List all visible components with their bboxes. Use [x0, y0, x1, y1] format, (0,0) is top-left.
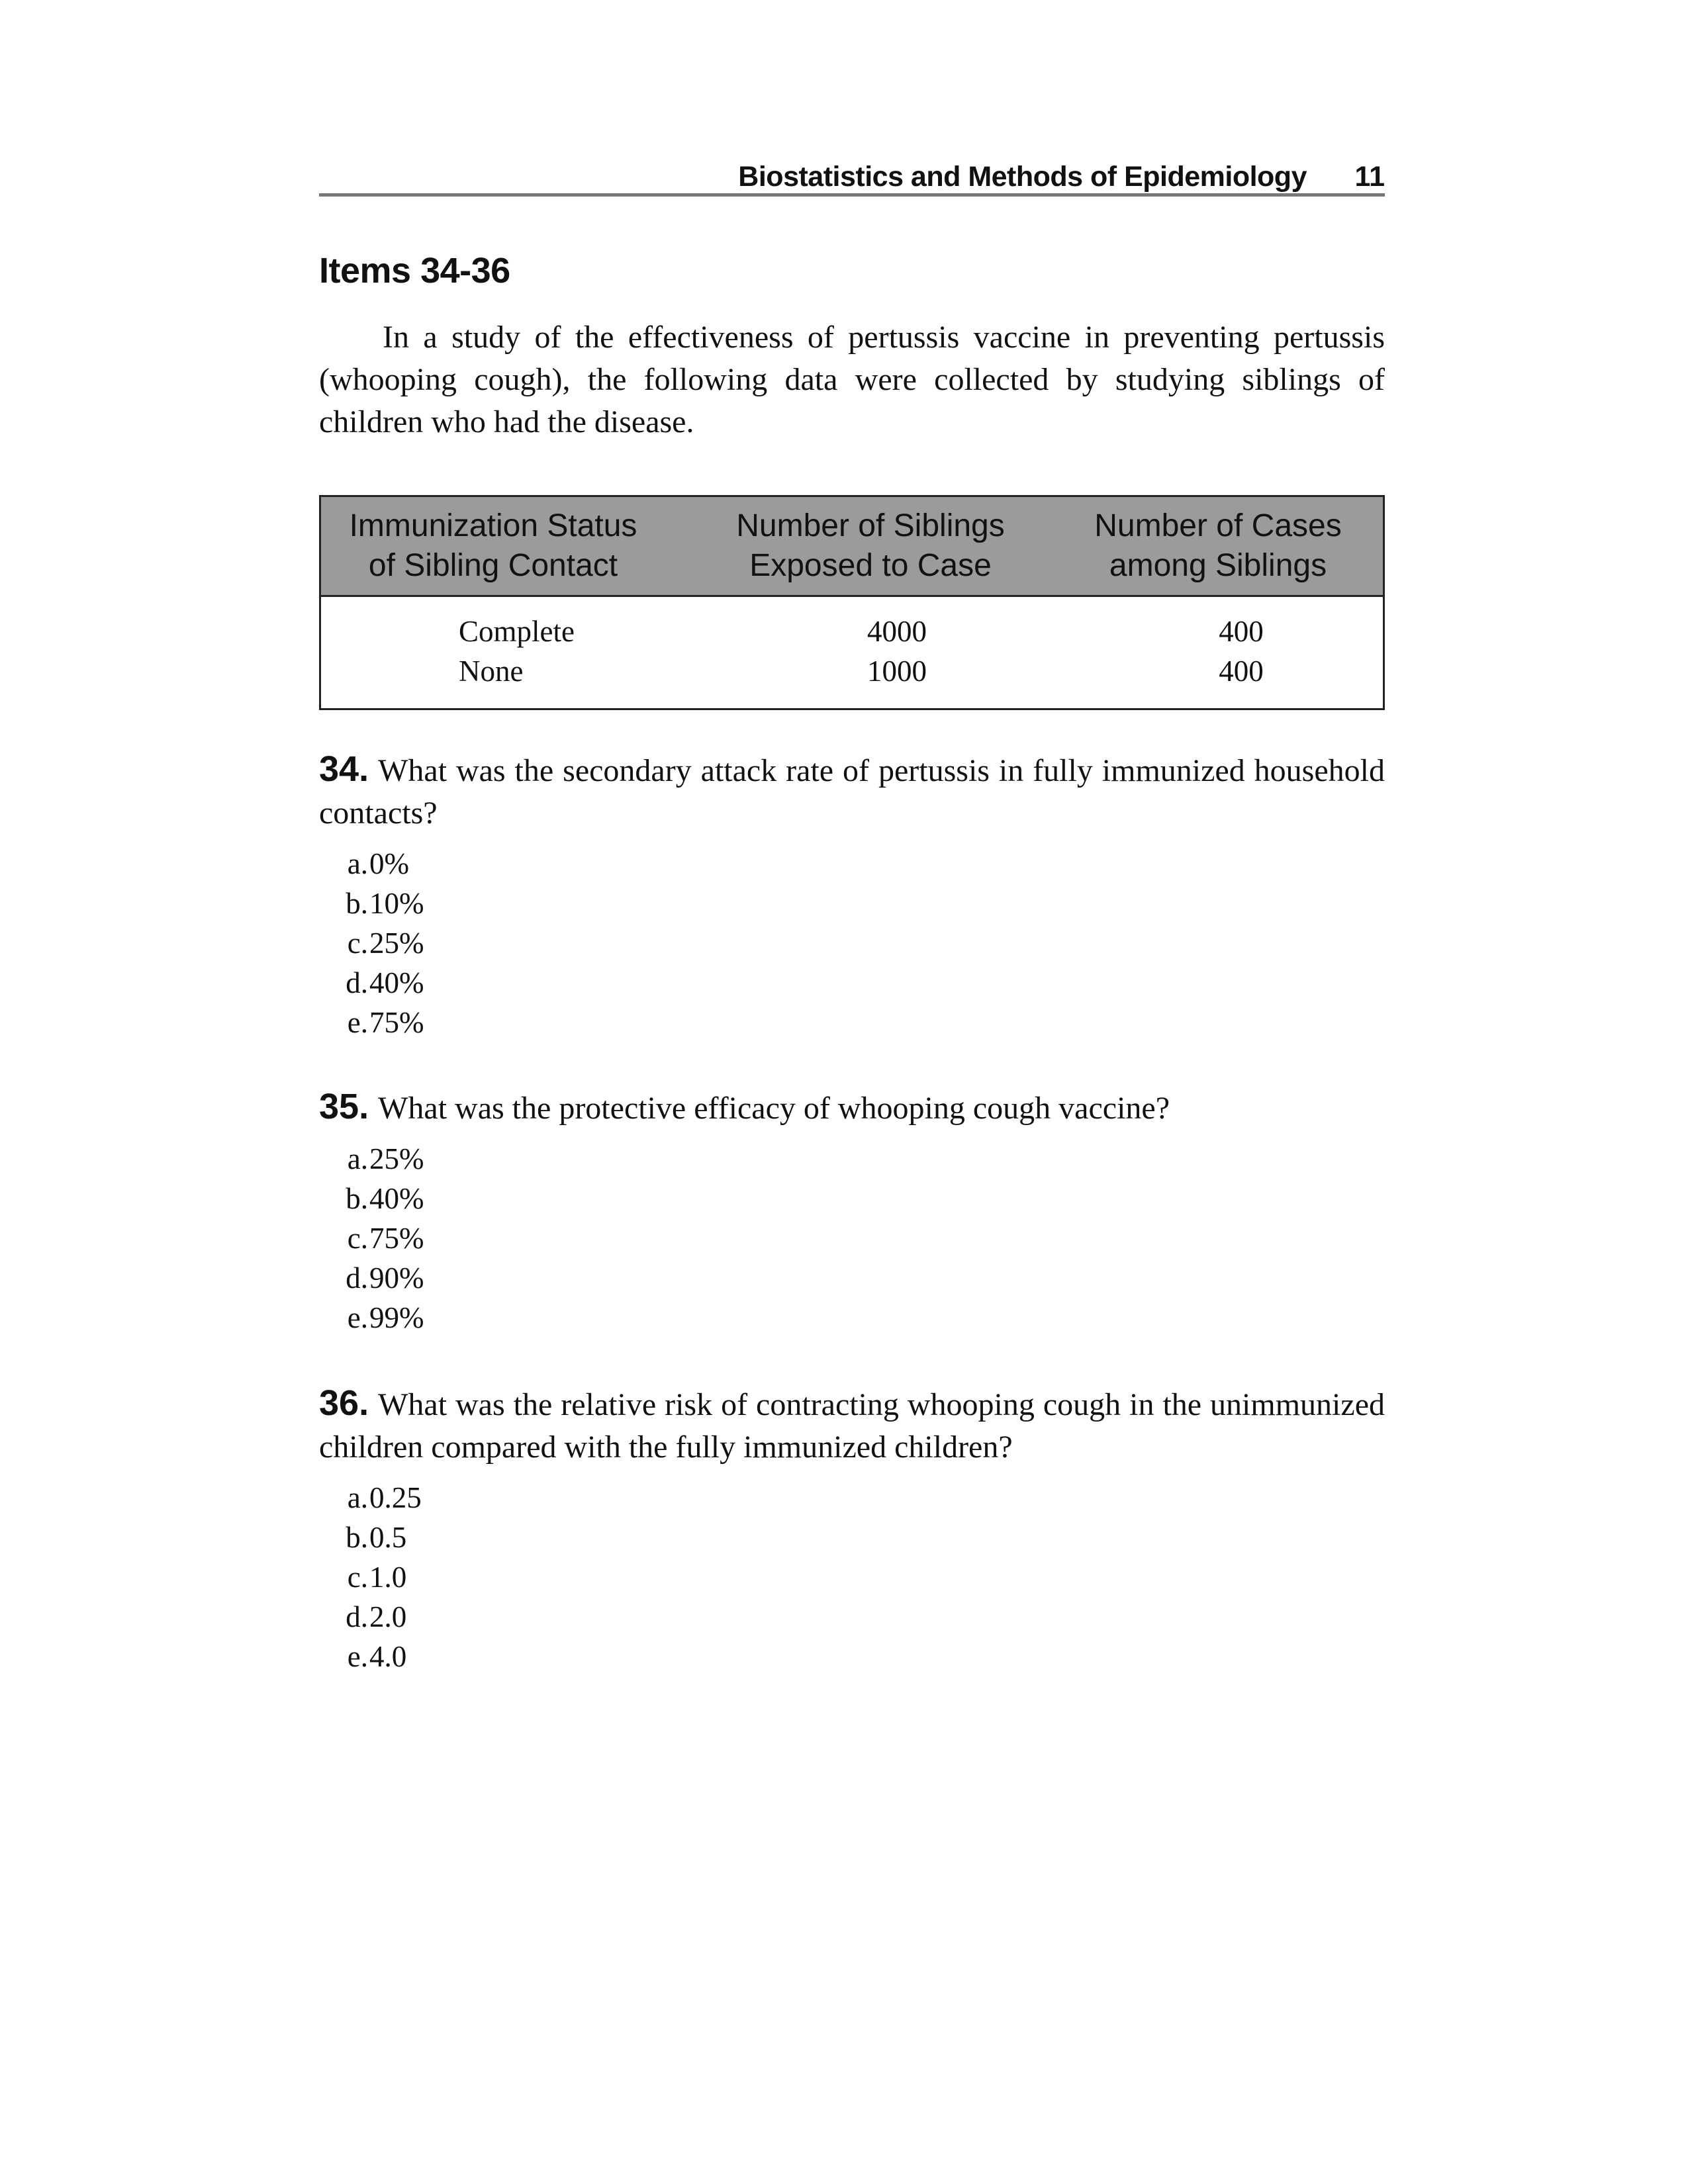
immunization-table	[319, 495, 1385, 710]
question-number: 34.	[319, 749, 369, 789]
option-value: 4.0	[369, 1640, 407, 1673]
option-letter: d.	[346, 1261, 368, 1295]
answer-option[interactable]	[319, 1003, 1385, 1042]
option-letter: a.	[347, 847, 368, 880]
answer-option[interactable]	[319, 1637, 1385, 1676]
cell-exposed: 4000	[867, 615, 927, 648]
question-36	[319, 1382, 1385, 1676]
page-number: 11	[1354, 161, 1385, 193]
answer-options	[319, 844, 1385, 1042]
answer-option[interactable]	[319, 1139, 1385, 1179]
option-letter: b.	[346, 1182, 368, 1215]
cell-exposed: 1000	[867, 655, 927, 688]
option-value: 25%	[369, 1142, 424, 1175]
answer-options	[319, 1139, 1385, 1338]
option-letter: e.	[347, 1640, 368, 1673]
question-35	[319, 1085, 1385, 1338]
option-value: 40%	[369, 966, 424, 999]
table-row	[321, 612, 1383, 651]
option-value: 90%	[369, 1261, 424, 1295]
question-text: What was the secondary attack rate of pertussis in fully immunized household contacts?	[319, 753, 1385, 831]
header-line: of Sibling Contact	[368, 548, 618, 583]
answer-option[interactable]	[319, 1258, 1385, 1298]
intro-paragraph: In a study of the effectiveness of pertussis vaccine in preventing pertussis (whooping cough), the following data were collected by studying siblings of children who had the disease.	[319, 320, 1385, 439]
header-line: Number of Siblings	[736, 508, 1005, 543]
answer-option[interactable]	[319, 884, 1385, 923]
column-header-exposed	[692, 506, 1049, 586]
option-value: 0.5	[369, 1521, 407, 1554]
option-letter: b.	[346, 887, 368, 920]
option-letter: d.	[346, 966, 368, 999]
answer-option[interactable]	[319, 1557, 1385, 1597]
column-header-cases	[1049, 506, 1387, 586]
answer-option[interactable]	[319, 1298, 1385, 1338]
option-letter: d.	[346, 1600, 368, 1633]
cell-status: None	[459, 655, 524, 688]
header-line: Immunization Status	[349, 508, 637, 543]
option-value: 2.0	[369, 1600, 407, 1633]
page-header	[319, 159, 1385, 197]
option-letter: e.	[347, 1006, 368, 1039]
items-heading: Items 34-36	[319, 251, 510, 291]
option-letter: c.	[347, 1222, 368, 1255]
option-letter: a.	[347, 1481, 368, 1514]
question-text: What was the protective efficacy of whooping cough vaccine?	[378, 1091, 1170, 1126]
option-value: 25%	[369, 927, 424, 960]
cell-cases: 400	[1219, 655, 1264, 688]
running-title: Biostatistics and Methods of Epidemiology	[738, 161, 1307, 193]
cell-status: Complete	[459, 615, 575, 648]
option-letter: a.	[347, 1142, 368, 1175]
column-header-status	[321, 506, 665, 586]
cell-cases: 400	[1219, 615, 1264, 648]
answer-option[interactable]	[319, 963, 1385, 1003]
option-letter: c.	[347, 1561, 368, 1594]
option-value: 75%	[369, 1222, 424, 1255]
answer-option[interactable]	[319, 1179, 1385, 1218]
answer-option[interactable]	[319, 844, 1385, 884]
table-row	[321, 651, 1383, 691]
question-text-block	[319, 1085, 1385, 1130]
question-number: 35.	[319, 1087, 369, 1126]
answer-option[interactable]	[319, 1478, 1385, 1518]
option-value: 40%	[369, 1182, 424, 1215]
question-text-block	[319, 748, 1385, 835]
table-header-row	[321, 497, 1383, 597]
option-value: 0%	[369, 847, 409, 880]
question-text-block	[319, 1382, 1385, 1469]
answer-options	[319, 1478, 1385, 1676]
question-34	[319, 748, 1385, 1042]
option-value: 0.25	[369, 1481, 422, 1514]
option-letter: c.	[347, 927, 368, 960]
answer-option[interactable]	[319, 923, 1385, 963]
answer-option[interactable]	[319, 1218, 1385, 1258]
answer-option[interactable]	[319, 1597, 1385, 1637]
option-letter: b.	[346, 1521, 368, 1554]
option-letter: e.	[347, 1301, 368, 1334]
option-value: 1.0	[369, 1561, 407, 1594]
question-number: 36.	[319, 1383, 369, 1423]
option-value: 10%	[369, 887, 424, 920]
question-text: What was the relative risk of contracting whooping cough in the unimmunized children compared with the fully immunized children?	[319, 1387, 1385, 1465]
header-line: among Siblings	[1109, 548, 1327, 583]
header-line: Number of Cases	[1094, 508, 1342, 543]
answer-option[interactable]	[319, 1518, 1385, 1557]
header-line: Exposed to Case	[749, 548, 992, 583]
option-value: 99%	[369, 1301, 424, 1334]
option-value: 75%	[369, 1006, 424, 1039]
